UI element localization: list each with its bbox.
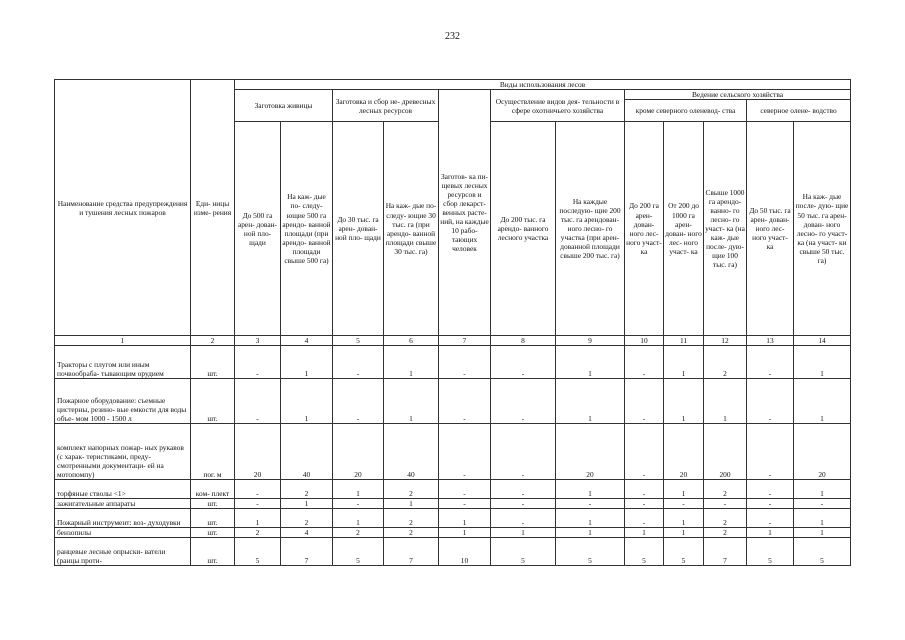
row-value: 1 — [384, 499, 439, 509]
row-name: зажигательные аппараты — [55, 499, 191, 509]
header-col-6: На каж- дые по- следу- ющие 30 тыс. га (при арендо- ванной площади свыше 30 тыс. га) — [384, 122, 439, 336]
row-value: 5 — [491, 538, 556, 566]
row-value: - — [333, 499, 384, 509]
row-unit: ком- плект — [191, 480, 235, 499]
row-value: 2 — [281, 509, 333, 528]
col-number: 1 — [55, 336, 191, 346]
row-value: - — [625, 379, 664, 424]
row-value: 1 — [664, 509, 704, 528]
row-value: 20 — [794, 424, 851, 480]
header-group-1: Заготовка живицы — [235, 90, 333, 122]
row-value: - — [625, 509, 664, 528]
row-unit: шт. — [191, 346, 235, 379]
table-row — [55, 538, 851, 566]
row-name: комплект напорных пожар- ных рукавов (с харак- теристиками, преду- смотренными документаци- ей на мотопомпу) — [55, 424, 191, 480]
row-value: 1 — [556, 528, 625, 538]
row-value: 1 — [556, 480, 625, 499]
row-name: ранцевые лесные опрыски- ватели (ранцы проти- — [55, 538, 191, 566]
row-value: 40 — [281, 424, 333, 480]
row-value: 1 — [664, 379, 704, 424]
row-value: 5 — [235, 538, 281, 566]
row-value: - — [625, 499, 664, 509]
row-unit: шт. — [191, 499, 235, 509]
row-value: 7 — [704, 538, 747, 566]
row-value: 2 — [704, 346, 747, 379]
row-value: - — [491, 379, 556, 424]
row-value: 1 — [664, 480, 704, 499]
row-value: 1 — [384, 346, 439, 379]
row-value: 20 — [664, 424, 704, 480]
row-value: 1 — [794, 509, 851, 528]
row-value: - — [747, 480, 794, 499]
row-value: 20 — [235, 424, 281, 480]
row-unit: шт. — [191, 509, 235, 528]
row-name: Пожарное оборудование: съемные цистерны, резино- вые емкости для воды объе- мом 1000 - 1500 л — [55, 379, 191, 424]
row-value: 1 — [556, 379, 625, 424]
row-unit: шт. — [191, 379, 235, 424]
row-value: 1 — [439, 509, 491, 528]
row-value: - — [491, 509, 556, 528]
row-value: 20 — [333, 424, 384, 480]
header-col-11: От 200 до 1000 га арен- дован- ного лес- ного участ- ка — [664, 122, 704, 336]
fire-equipment-table — [54, 79, 851, 566]
col-number: 6 — [384, 336, 439, 346]
row-value: - — [439, 480, 491, 499]
page-number: 232 — [445, 31, 460, 42]
table-row — [55, 480, 851, 499]
col-number: 2 — [191, 336, 235, 346]
header-unit: Еди- ницы изме- рения — [191, 80, 235, 336]
col-number: 12 — [704, 336, 747, 346]
header-group-4a: кроме северного оленевод- ства — [625, 100, 747, 122]
col-number: 8 — [491, 336, 556, 346]
row-value: 1 — [704, 379, 747, 424]
row-value: 1 — [333, 509, 384, 528]
table-row — [55, 528, 851, 538]
row-name: бензопилы — [55, 528, 191, 538]
row-value: - — [747, 379, 794, 424]
row-value: - — [439, 499, 491, 509]
row-value: 2 — [704, 528, 747, 538]
row-value: - — [439, 424, 491, 480]
row-value: - — [333, 379, 384, 424]
row-value: - — [235, 499, 281, 509]
table-row — [55, 499, 851, 509]
header-group-4: Ведение сельского хозяйства — [625, 90, 851, 100]
row-value: 1 — [556, 346, 625, 379]
row-value: 1 — [747, 528, 794, 538]
row-value: - — [235, 346, 281, 379]
row-value: - — [704, 499, 747, 509]
row-value: 1 — [794, 480, 851, 499]
column-numbers-row — [55, 336, 851, 346]
header-col-5: До 30 тыс. га арен- дован- ной пло- щади — [333, 122, 384, 336]
col-number: 4 — [281, 336, 333, 346]
table-row — [55, 509, 851, 528]
row-name: Тракторы с плугом или иным почвообраба- тывающим орудием — [55, 346, 191, 379]
header-col-12: Свыше 1000 га арендо- ванно- го лесно- го участ- ка (на каж- дые после- дую- щие 100 тыс. га) — [704, 122, 747, 336]
header-top: Виды использования лесов — [235, 80, 851, 90]
col-number: 11 — [664, 336, 704, 346]
row-value: - — [439, 379, 491, 424]
row-value: 2 — [384, 480, 439, 499]
row-value: 1 — [235, 509, 281, 528]
row-value: 1 — [281, 346, 333, 379]
row-value: 200 — [704, 424, 747, 480]
row-value: 2 — [235, 528, 281, 538]
row-value: - — [625, 346, 664, 379]
row-value: - — [439, 346, 491, 379]
row-value: 5 — [333, 538, 384, 566]
row-value: 1 — [491, 528, 556, 538]
row-value: 5 — [556, 538, 625, 566]
row-value: - — [556, 499, 625, 509]
table-row — [55, 346, 851, 379]
row-value: 1 — [439, 528, 491, 538]
row-value: 4 — [281, 528, 333, 538]
header-col-7: Заготов- ка пи- щевых лесных ресурсов и сбор лекарст- венных расте- ний, на каждые 10 рабо- тающих человек — [439, 90, 491, 336]
col-number: 14 — [794, 336, 851, 346]
row-value: - — [491, 480, 556, 499]
row-value: 1 — [664, 346, 704, 379]
row-value: - — [625, 480, 664, 499]
row-value: - — [747, 346, 794, 379]
row-value: 1 — [664, 528, 704, 538]
row-value: - — [794, 499, 851, 509]
row-value: - — [747, 424, 794, 480]
row-value: - — [235, 379, 281, 424]
row-value: - — [333, 346, 384, 379]
header-col-9: На каждые последую- щие 200 тыс. га арендован- ного лесно- го участка (при арен- дованной площади свыше 200 тыс. га) — [556, 122, 625, 336]
header-group-2: Заготовка и сбор не- древесных лесных ресурсов — [333, 90, 439, 122]
row-value: 5 — [747, 538, 794, 566]
row-value: 1 — [794, 379, 851, 424]
header-name: Наименование средства предупреждения и тушения лесных пожаров — [55, 80, 191, 336]
row-value: - — [747, 509, 794, 528]
row-value: 2 — [704, 480, 747, 499]
header-col-13: До 50 тыс. га арен- дован- ного лес- ного участ- ка — [747, 122, 794, 336]
row-value: 20 — [556, 424, 625, 480]
table-row — [55, 379, 851, 424]
header-col-4: На каж- дые по- следу- ющие 500 га арендо- ванной площади (при арендо- ванной площади свыше 500 га) — [281, 122, 333, 336]
header-col-10: До 200 га арен- дован- ного лес- ного участ- ка — [625, 122, 664, 336]
row-value: 1 — [333, 480, 384, 499]
col-number: 7 — [439, 336, 491, 346]
row-value: - — [491, 499, 556, 509]
col-number: 5 — [333, 336, 384, 346]
row-value: 2 — [281, 480, 333, 499]
row-value: - — [491, 424, 556, 480]
row-value: 7 — [281, 538, 333, 566]
row-value: 1 — [794, 528, 851, 538]
row-value: - — [235, 480, 281, 499]
row-value: 1 — [625, 528, 664, 538]
row-unit: пог. м — [191, 424, 235, 480]
col-number: 10 — [625, 336, 664, 346]
col-number: 9 — [556, 336, 625, 346]
header-group-4b: северное олене- водство — [747, 100, 851, 122]
row-unit: шт. — [191, 538, 235, 566]
row-value: 40 — [384, 424, 439, 480]
col-number: 3 — [235, 336, 281, 346]
row-value: 5 — [794, 538, 851, 566]
row-value: - — [664, 499, 704, 509]
row-name: Пожарный инструмент: воз- духодувки — [55, 509, 191, 528]
row-value: 1 — [794, 346, 851, 379]
row-value: 1 — [281, 499, 333, 509]
row-unit: шт. — [191, 528, 235, 538]
row-value: - — [625, 424, 664, 480]
row-value: 2 — [704, 509, 747, 528]
row-value: 2 — [384, 528, 439, 538]
row-value: 5 — [625, 538, 664, 566]
col-number: 13 — [747, 336, 794, 346]
row-value: 2 — [333, 528, 384, 538]
row-value: 2 — [384, 509, 439, 528]
row-name: торфяные стволы <1> — [55, 480, 191, 499]
row-value: 5 — [664, 538, 704, 566]
header-col-3: До 500 га арен- дован- ной пло- щади — [235, 122, 281, 336]
row-value: 10 — [439, 538, 491, 566]
header-col-8: До 200 тыс. га арендо- ванного лесного участка — [491, 122, 556, 336]
row-value: 1 — [384, 379, 439, 424]
row-value: 7 — [384, 538, 439, 566]
header-group-3: Осуществление видов дея- тельности в сфере охотничьего хозяйства — [491, 90, 625, 122]
row-value: - — [747, 499, 794, 509]
row-value: 1 — [281, 379, 333, 424]
row-value: 1 — [556, 509, 625, 528]
header-col-14: На каж- дые после- дую- щие 50 тыс. га арен- дован- ного лесно- го участ- ка (на участ- ки свыше 50 тыс. га) — [794, 122, 851, 336]
row-value: - — [491, 346, 556, 379]
table-row — [55, 424, 851, 480]
